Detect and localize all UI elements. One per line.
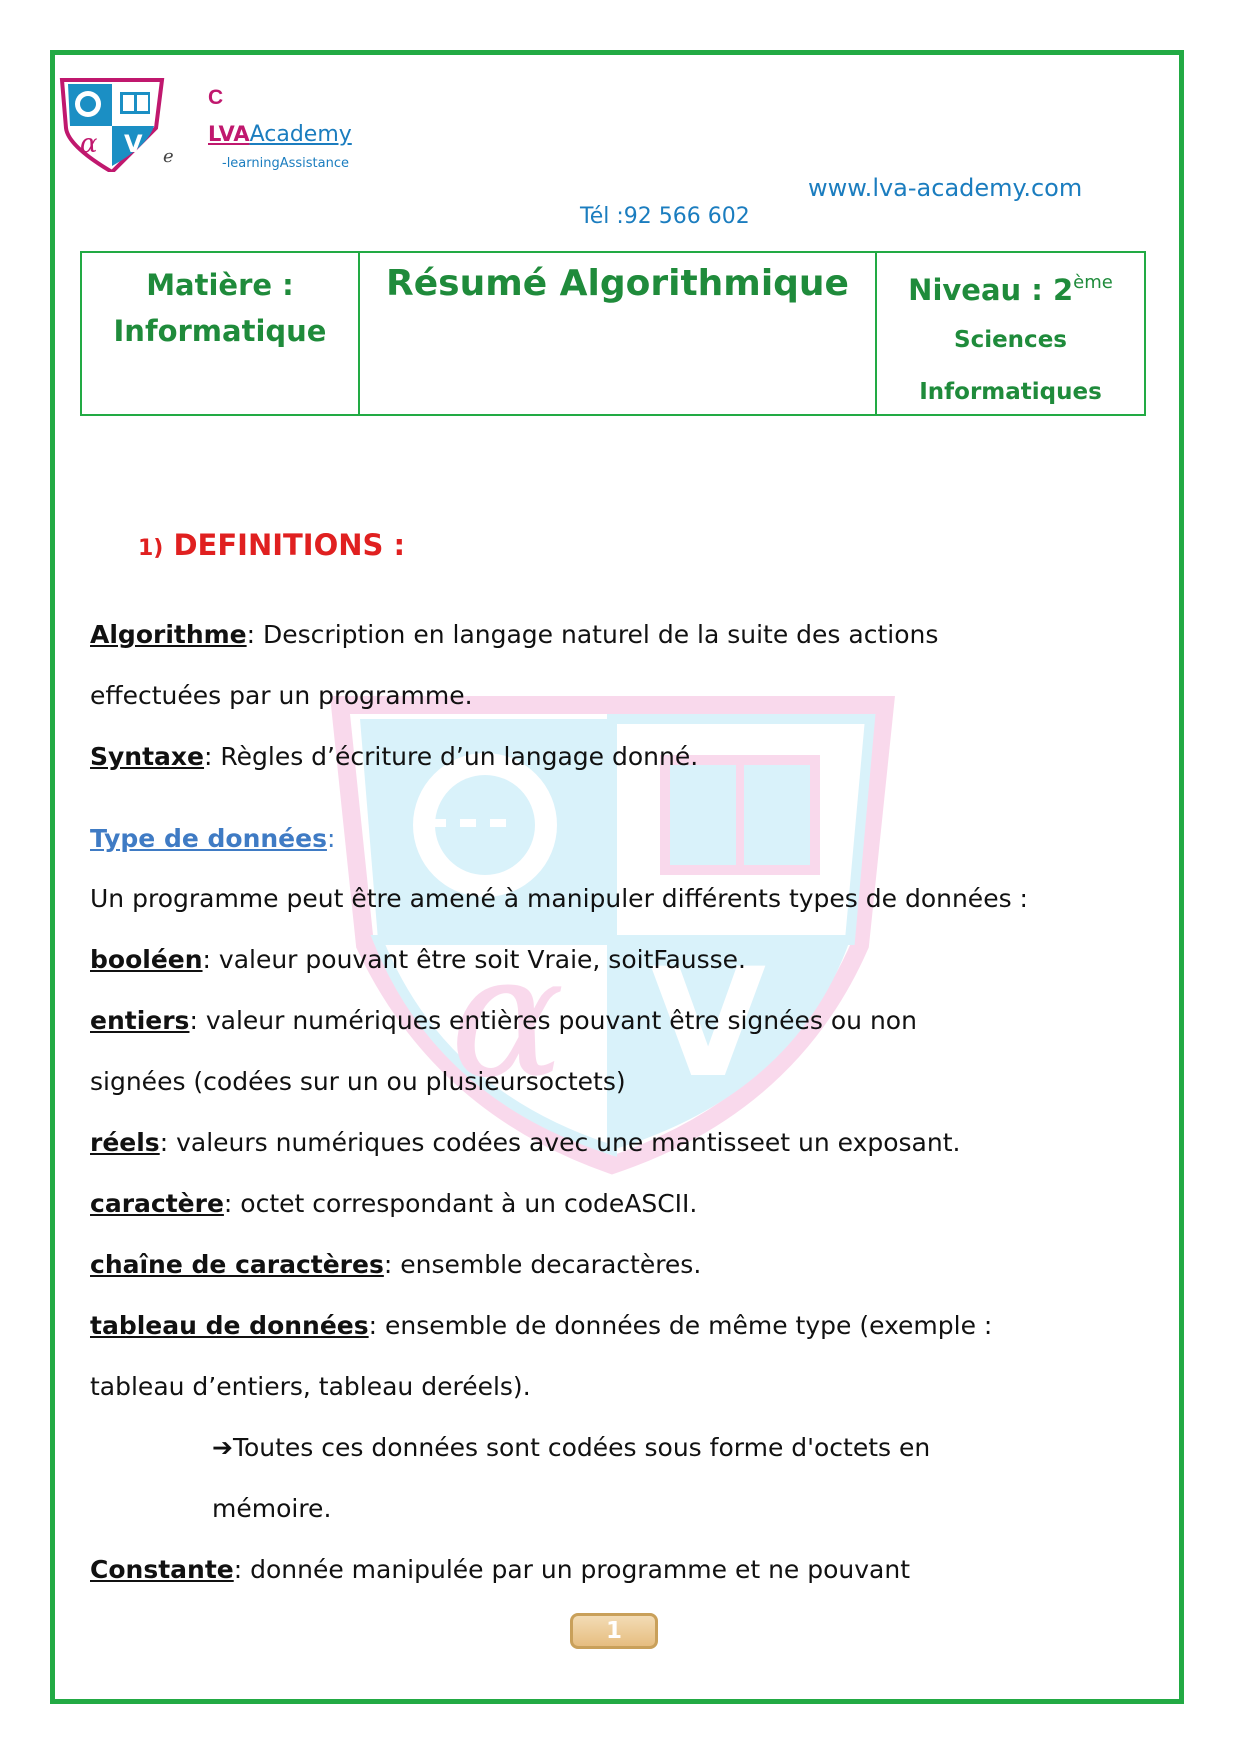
term-reels: réels [90,1128,160,1157]
text-tableau-2: tableau d’entiers, tableau deréels). [90,1372,531,1401]
definition-chaine [90,1250,701,1279]
phone-number: Tél :92 566 602 [580,204,750,229]
subject-value: Informatique [113,314,327,348]
level-label [877,261,1144,312]
arrow-right-icon: ➔ [212,1433,233,1462]
text-algorithme-1: : Description en langage naturel de la suite des actions [246,620,939,649]
types-heading [90,824,335,853]
document-title: Résumé Algorithmique [386,263,849,304]
definition-tableau [90,1311,992,1340]
level-line-informatiques: Informatiques [919,379,1102,405]
logo-academy: Academy [249,122,352,147]
svg-text:V: V [124,130,143,158]
section-number: 1) [138,536,164,561]
lva-logo-shield-icon [58,76,166,172]
term-algorithme: Algorithme [90,620,247,649]
website-link[interactable]: www.lva-academy.com [808,174,1083,202]
types-intro: Un programme peut être amené à manipuler différents types de données : [90,884,1028,913]
definition-constante [90,1555,910,1584]
term-booleen: booléen [90,945,203,974]
definition-booleen [90,945,746,974]
subject-cell [82,253,360,414]
text-entiers-1: : valeur numériques entières pouvant être signées ou non [189,1006,917,1035]
text-syntaxe: : Règles d’écriture d’un langage donné. [204,742,699,771]
term-syntaxe: Syntaxe [90,742,205,771]
logo-letter-e: e [163,146,174,167]
logo-brand-name [208,122,352,147]
text-tableau-1: : ensemble de données de même type (exemple : [368,1311,993,1340]
logo-letter-c: C [208,86,224,109]
text-chaine: : ensemble decaractères. [383,1250,702,1279]
term-entiers: entiers [90,1006,190,1035]
page-number-badge: 1 [570,1613,658,1649]
note-text-1: Toutes ces données sont codées sous forme d'octets en [232,1433,931,1462]
section-heading [138,528,405,562]
note-line-1 [212,1433,930,1462]
subject-label: Matière : [146,268,294,302]
text-booleen: : valeur pouvant être soit Vraie, soitFausse. [202,945,747,974]
info-table [80,251,1146,416]
text-entiers-2: signées (codées sur un ou plusieursoctets) [90,1067,626,1096]
text-algorithme-2: effectuées par un programme. [90,681,473,710]
level-cell [877,253,1144,414]
definition-caractere [90,1189,697,1218]
logo-tagline: -learningAssistance [222,156,349,171]
level-superscript: ème [1073,272,1113,293]
term-types-de-donnees: Type de données [90,824,327,853]
text-constante: : donnée manipulée par un programme et ne pouvant [233,1555,911,1584]
text-caractere: : octet correspondant à un codeASCII. [223,1189,698,1218]
document-title-cell [360,253,877,414]
definition-algorithme [90,620,938,649]
definition-entiers [90,1006,917,1035]
definition-reels [90,1128,960,1157]
term-constante: Constante [90,1555,234,1584]
text-reels: : valeurs numériques codées avec une mantisseet un exposant. [159,1128,961,1157]
svg-text:V: V [650,937,767,1111]
svg-text:α: α [450,918,565,1116]
level-prefix: Niveau : 2 [908,273,1074,307]
logo-lva: LVA [208,122,250,146]
term-chaine: chaîne de caractères [90,1250,384,1279]
types-colon: : [326,824,336,853]
definition-syntaxe [90,742,698,771]
svg-text:α: α [80,129,98,159]
term-tableau: tableau de données [90,1311,369,1340]
section-title: DEFINITIONS : [173,528,406,562]
level-line-sciences: Sciences [954,327,1067,353]
note-text-2: mémoire. [212,1494,332,1523]
term-caractere: caractère [90,1189,224,1218]
